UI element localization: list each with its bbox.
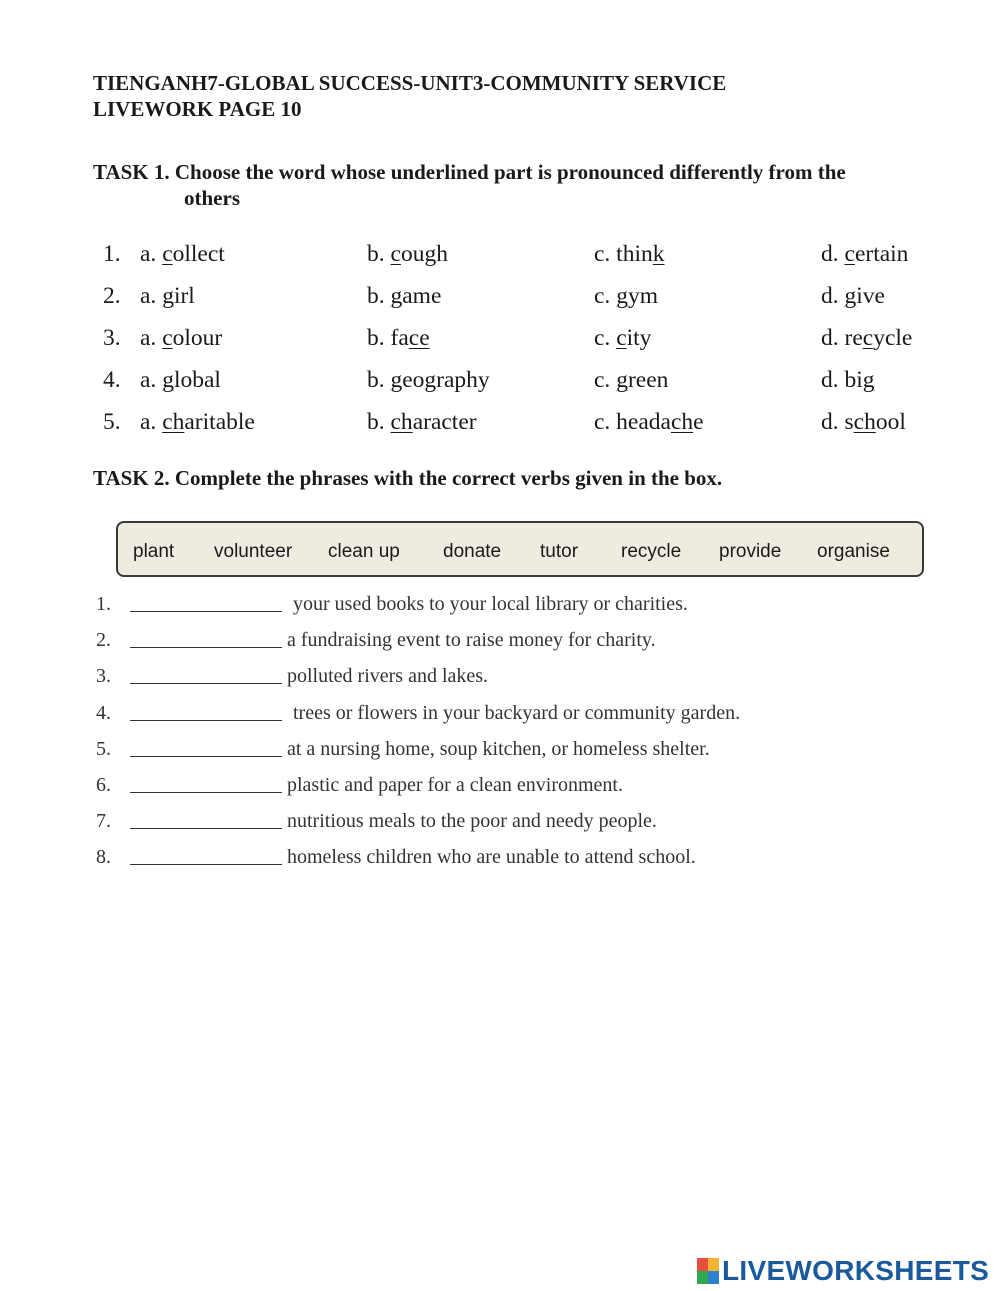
word-box-item: tutor	[540, 541, 579, 562]
underlined-part: g	[390, 283, 403, 309]
phrase-row	[0, 662, 1000, 690]
underlined-part: g	[162, 283, 174, 309]
phrase-text: plastic and paper for a clean environment.	[287, 774, 623, 796]
answer-blank[interactable]	[130, 792, 282, 793]
phrase-row	[0, 771, 1000, 799]
option-text: b.	[367, 367, 391, 393]
phrase-number: 6.	[96, 774, 111, 796]
logo-square	[697, 1258, 708, 1271]
phrase-row	[0, 843, 1000, 871]
answer-option-c[interactable]	[594, 239, 665, 269]
answer-option-d[interactable]	[821, 407, 906, 437]
question-number: 5.	[103, 409, 121, 435]
task1-heading-line1: TASK 1. Choose the word whose underlined part is pronounced differently from the	[93, 160, 846, 184]
phrase-row	[0, 699, 1000, 727]
phrase-text: trees or flowers in your backyard or community garden.	[293, 701, 741, 724]
underlined-part: g	[616, 367, 628, 393]
task1-heading-line2: others	[184, 186, 240, 210]
option-text: ity	[626, 325, 652, 351]
phrase-row	[0, 590, 1000, 618]
phrase-number: 3.	[96, 665, 111, 688]
question-number: 4.	[103, 367, 121, 393]
phrase-row	[0, 807, 1000, 835]
liveworksheets-logo-icon	[697, 1258, 719, 1284]
answer-option-b[interactable]	[367, 365, 490, 395]
underlined-part: ch	[670, 409, 694, 435]
logo-square	[697, 1271, 708, 1284]
option-text: c. thin	[594, 241, 653, 267]
answer-option-c[interactable]	[594, 407, 704, 437]
answer-option-b[interactable]	[367, 281, 441, 311]
answer-option-b[interactable]	[367, 407, 477, 437]
underlined-part: c	[616, 325, 627, 351]
phrase-text: a fundraising event to raise money for charity.	[287, 629, 656, 652]
option-text: e	[693, 409, 704, 435]
phrase-row	[0, 735, 1000, 763]
worksheet-title: TIENGANH7-GLOBAL SUCCESS-UNIT3-COMMUNITY SERVICE	[93, 71, 727, 95]
underlined-part: g	[390, 367, 403, 393]
underlined-part: c	[162, 325, 173, 351]
question-row	[0, 323, 1000, 353]
liveworksheets-logo	[697, 1256, 989, 1286]
worksheet-subtitle: LIVEWORK PAGE 10	[93, 97, 302, 121]
phrase-number: 5.	[96, 737, 111, 760]
phrase-row	[0, 626, 1000, 654]
question-row	[0, 365, 1000, 395]
option-text: ollect	[172, 241, 225, 267]
option-text: a.	[140, 283, 163, 309]
word-box	[116, 521, 924, 577]
answer-option-c[interactable]	[594, 365, 668, 395]
option-text: a.	[140, 325, 163, 351]
answer-option-a[interactable]	[140, 239, 225, 269]
phrase-text: your used books to your local library or charities.	[293, 593, 688, 615]
option-text: d.	[821, 283, 845, 309]
task2-heading: TASK 2. Complete the phrases with the correct verbs given in the box.	[93, 466, 723, 490]
option-text: ough	[400, 241, 448, 267]
word-box-item: organise	[817, 541, 890, 562]
underlined-part: ce	[408, 325, 430, 351]
option-text: d. re	[821, 325, 863, 351]
question-row	[0, 407, 1000, 437]
word-box-item: recycle	[621, 541, 682, 562]
answer-option-a[interactable]	[140, 281, 195, 311]
answer-option-a[interactable]	[140, 365, 221, 395]
answer-option-d[interactable]	[821, 365, 875, 395]
option-text: a.	[140, 409, 163, 435]
answer-option-d[interactable]	[821, 239, 908, 269]
underlined-part: ch	[162, 409, 185, 435]
option-text: c.	[594, 283, 617, 309]
option-text: ertain	[854, 241, 909, 267]
option-text: ive	[856, 283, 885, 309]
option-text: a.	[140, 367, 163, 393]
option-text: d. s	[821, 409, 854, 435]
underlined-part: g	[862, 367, 875, 393]
word-box-item: donate	[443, 541, 502, 562]
underlined-part: g	[162, 367, 174, 393]
answer-option-a[interactable]	[140, 323, 222, 353]
option-text: irl	[173, 283, 195, 309]
answer-option-b[interactable]	[367, 323, 430, 353]
task1-heading	[93, 159, 933, 211]
option-text: reen	[627, 367, 669, 393]
option-text: lobal	[173, 367, 221, 393]
answer-blank[interactable]	[130, 720, 282, 721]
option-text: b.	[367, 409, 391, 435]
answer-option-a[interactable]	[140, 407, 255, 437]
option-text: eography	[402, 367, 490, 393]
word-box-item: clean up	[328, 541, 400, 562]
question-number: 3.	[103, 325, 121, 351]
underlined-part: c	[862, 325, 874, 351]
option-text: aritable	[184, 409, 255, 435]
phrase-number: 8.	[96, 846, 111, 869]
option-text: ame	[402, 283, 442, 309]
option-text: c.	[594, 367, 617, 393]
phrase-text: nutritious meals to the poor and needy people.	[287, 810, 657, 833]
logo-text: LIVEWORKSHEETS	[722, 1255, 990, 1286]
answer-option-c[interactable]	[594, 323, 651, 353]
underlined-part: ch	[853, 409, 876, 435]
answer-blank[interactable]	[130, 683, 282, 684]
phrase-number: 1.	[96, 593, 111, 615]
option-text: d. bi	[821, 367, 863, 393]
answer-option-c[interactable]	[594, 281, 658, 311]
word-box-item: volunteer	[214, 541, 293, 562]
word-box-item: provide	[719, 541, 782, 562]
option-text: olour	[172, 325, 223, 351]
underlined-part: c	[162, 241, 173, 267]
phrase-text: at a nursing home, soup kitchen, or homeless shelter.	[287, 737, 710, 760]
question-number: 2.	[103, 283, 121, 309]
answer-blank[interactable]	[130, 611, 282, 612]
logo-square	[708, 1258, 719, 1271]
underlined-part: c	[390, 241, 401, 267]
underlined-part: g	[844, 283, 857, 309]
answer-blank[interactable]	[130, 756, 282, 757]
option-text: d.	[821, 241, 845, 267]
phrase-number: 7.	[96, 810, 111, 833]
phrase-text: polluted rivers and lakes.	[287, 665, 489, 688]
option-text: aracter	[412, 409, 477, 435]
answer-blank[interactable]	[130, 828, 282, 829]
answer-option-b[interactable]	[367, 239, 448, 269]
question-number: 1.	[103, 241, 121, 267]
underlined-part: c	[844, 241, 855, 267]
option-text: b.	[367, 283, 391, 309]
option-text: c. heada	[594, 409, 671, 435]
underlined-part: ch	[390, 409, 413, 435]
answer-option-d[interactable]	[821, 281, 885, 311]
phrase-number: 4.	[96, 701, 111, 724]
answer-option-d[interactable]	[821, 323, 912, 353]
option-text: b.	[367, 241, 391, 267]
logo-square	[708, 1271, 719, 1284]
option-text: ym	[627, 283, 658, 309]
question-row	[0, 239, 1000, 269]
phrase-number: 2.	[96, 629, 111, 652]
option-text: b. fa	[367, 325, 409, 351]
option-text: a.	[140, 241, 163, 267]
phrase-text: homeless children who are unable to attend school.	[287, 846, 696, 869]
option-text: c.	[594, 325, 617, 351]
underlined-part: g	[616, 283, 628, 309]
answer-blank[interactable]	[130, 864, 282, 865]
option-text: ool	[875, 409, 906, 435]
question-row	[0, 281, 1000, 311]
option-text: ycle	[873, 325, 913, 351]
underlined-part: k	[652, 241, 665, 267]
word-box-item: plant	[133, 541, 175, 562]
answer-blank[interactable]	[130, 647, 282, 648]
